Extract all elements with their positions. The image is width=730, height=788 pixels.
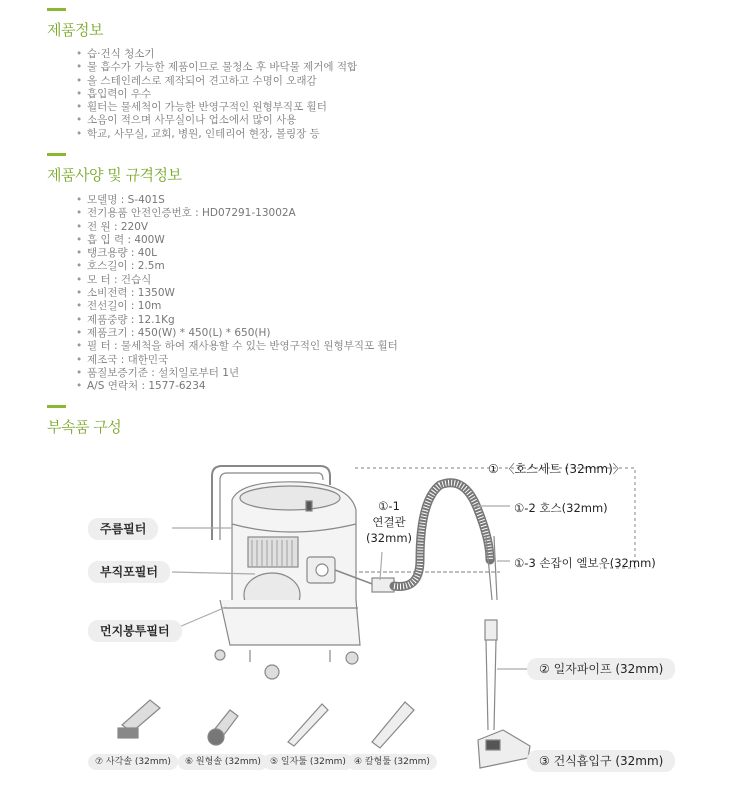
parts-diagram xyxy=(0,440,730,788)
section-title: 제품정보 xyxy=(47,21,103,39)
section-title: 제품사양 및 규격정보 xyxy=(47,166,182,184)
list-item: • A/S 연락처 : 1577-6234 xyxy=(76,380,398,393)
label-pleated-filter: 주름필터 xyxy=(88,518,158,540)
label-square-brush: ⑦ 사각솔 (32mm) xyxy=(88,754,178,770)
vacuum-illustration xyxy=(0,440,730,788)
section-bar xyxy=(47,153,66,156)
product-info-list xyxy=(76,48,357,141)
section-bar xyxy=(47,405,66,408)
list-item: • 학교, 사무실, 교회, 병원, 인테리어 현장, 볼링장 등 xyxy=(76,128,357,141)
list-item: • 흡입력이 우수 xyxy=(76,88,357,101)
label-handle-elbow: ①-3 손잡이 엘보우(32mm) xyxy=(514,556,656,570)
connector-line: 연결관 xyxy=(372,515,406,529)
list-item: • 전 원 : 220V xyxy=(76,221,398,234)
section-bar xyxy=(47,8,66,11)
list-item: • 모 터 : 건습식 xyxy=(76,274,398,287)
specs-list xyxy=(76,194,398,393)
section-parts xyxy=(47,405,121,437)
list-item: • 소음이 적으며 사무실이나 업소에서 많이 사용 xyxy=(76,114,357,127)
list-item: • 소비전력 : 1350W xyxy=(76,287,398,300)
list-item: • 호스길이 : 2.5m xyxy=(76,260,398,273)
label-crevice-tool: ④ 칼형툴 (32mm) xyxy=(347,754,437,770)
list-item: • 탱크용량 : 40L xyxy=(76,247,398,260)
section-title: 부속품 구성 xyxy=(47,418,122,436)
list-item: • 흡 입 력 : 400W xyxy=(76,234,398,247)
label-hose-set: ① 〈호스세트 (32mm)〉 xyxy=(488,462,625,476)
label-nonwoven-filter: 부직포필터 xyxy=(88,561,170,583)
label-straight-pipe: ② 일자파이프 (32mm) xyxy=(527,658,675,680)
label-floor-nozzle: ③ 건식흡입구 (32mm) xyxy=(527,750,675,772)
label-hose: ①-2 호스(32mm) xyxy=(514,501,608,515)
list-item: • 전선길이 : 10m xyxy=(76,300,398,313)
list-item: • 전기용품 안전인증번호 : HD07291-13002A xyxy=(76,207,398,220)
list-item: • 필 터 : 물세척을 하여 재사용할 수 있는 반영구적인 원형부직포 휠터 xyxy=(76,340,398,353)
list-item: • 품질보증기준 : 설치일로부터 1년 xyxy=(76,367,398,380)
list-item: • 휠터는 물세척이 가능한 반영구적인 원형부직포 휠터 xyxy=(76,101,357,114)
list-item: • 올 스테인레스로 제작되어 견고하고 수명이 오래감 xyxy=(76,75,357,88)
list-item: • 습·건식 청소기 xyxy=(76,48,357,61)
connector-line: (32mm) xyxy=(366,531,413,545)
connector-line: ①-1 xyxy=(378,499,400,513)
label-dust-bag-filter: 먼지봉투필터 xyxy=(88,620,182,642)
list-item: • 제품중량 : 12.1Kg xyxy=(76,314,398,327)
section-product-info xyxy=(47,8,103,40)
label-connector xyxy=(366,498,412,546)
list-item: • 제조국 : 대한민국 xyxy=(76,354,398,367)
list-item: • 물 흡수가 가능한 제품이므로 물청소 후 바닥물 제거에 적합 xyxy=(76,61,357,74)
list-item: • 모델명 : S-401S xyxy=(76,194,398,207)
section-specs xyxy=(47,153,181,185)
label-round-brush: ⑥ 원형솔 (32mm) xyxy=(178,754,268,770)
label-straight-tool: ⑤ 일자툴 (32mm) xyxy=(263,754,353,770)
list-item: • 제품크기 : 450(W) * 450(L) * 650(H) xyxy=(76,327,398,340)
